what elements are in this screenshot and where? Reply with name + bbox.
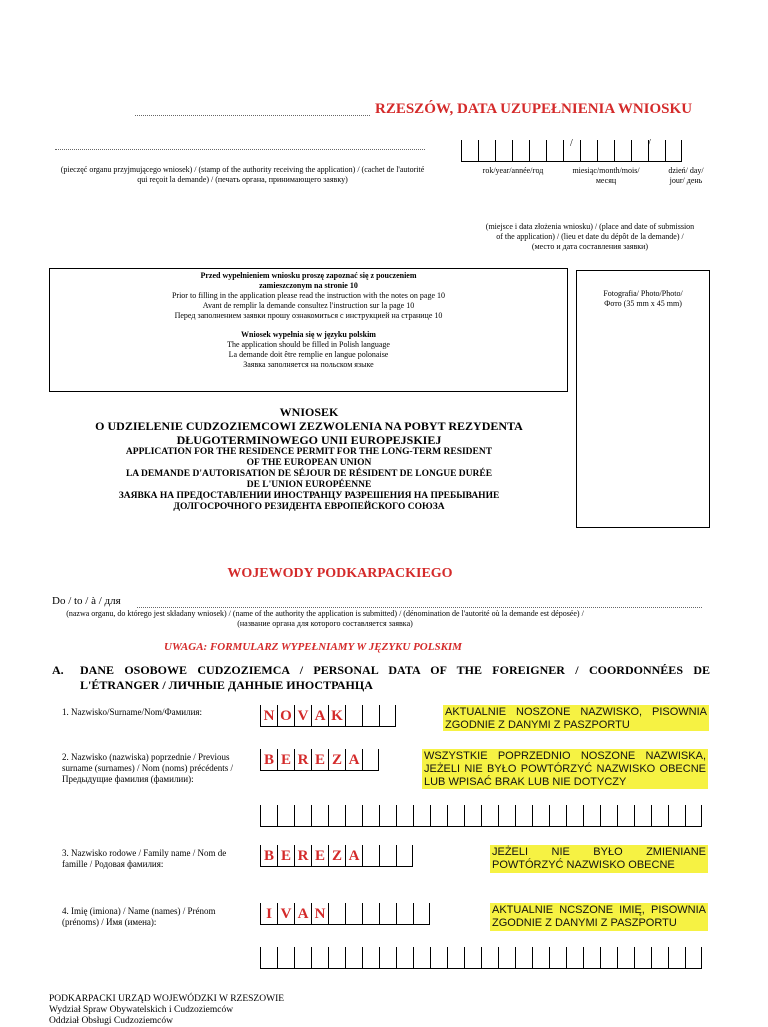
letter-cell[interactable]: R [294, 749, 311, 771]
letter-cell[interactable] [600, 947, 617, 969]
section-a-heading: DANE OSOBOWE CUDZOZIEMCA / PERSONAL DATA OF THE FOREIGNER / COORDONNÉES DE L'ÉTRANGER / ЛИЧНЫЕ ДАННЫЕ ИНОСТРАНЦА [80, 663, 710, 692]
previous-surname-input[interactable] [260, 749, 379, 771]
letter-cell[interactable] [515, 947, 532, 969]
letter-cell[interactable] [277, 947, 294, 969]
letter-cell[interactable] [345, 903, 362, 925]
date-slash-2: / [648, 138, 651, 149]
footer-line-1: PODKARPACKI URZĄD WOJEWÓDZKI W RZESZOWIE [49, 994, 285, 1004]
letter-cell[interactable]: N [260, 705, 277, 727]
letter-cell[interactable] [328, 903, 345, 925]
letter-cell[interactable]: A [294, 903, 311, 925]
polish-warning: UWAGA: FORMULARZ WYPEŁNIAMY W JĘZYKU POLSKIM [164, 641, 462, 653]
letter-cell[interactable] [362, 903, 379, 925]
letter-cell[interactable] [379, 903, 396, 925]
letter-cell[interactable] [311, 805, 328, 827]
notice-line-1: Przed wypełnieniem wniosku proszę zapoznać się z pouczeniem [200, 271, 417, 280]
letter-cell[interactable]: A [345, 845, 362, 867]
letter-cell[interactable] [379, 705, 396, 727]
title-line-2: O UDZIELENIE CUDZOZIEMCOWI ZEZWOLENIA NA POBYT REZYDENTA [95, 419, 523, 433]
letter-cell[interactable] [651, 947, 668, 969]
letter-cell[interactable] [396, 845, 413, 867]
letter-cell[interactable]: B [260, 845, 277, 867]
letter-cell[interactable] [379, 947, 396, 969]
letter-cell[interactable] [413, 805, 430, 827]
letter-cell[interactable] [481, 805, 498, 827]
letter-cell[interactable]: E [311, 749, 328, 771]
notice-line-4: Avant de remplir la demande consultez l'instruction sur la page 10 [202, 301, 415, 310]
letter-cell[interactable] [345, 805, 362, 827]
letter-cell[interactable]: A [311, 705, 328, 727]
notice-line-5: Перед заполнением заявки прошу ознакомиться с инструкцией на странице 10 [174, 311, 443, 320]
letter-cell[interactable] [277, 805, 294, 827]
letter-cell[interactable] [362, 805, 379, 827]
notice-line-3: Prior to filling in the application please read the instruction with the notes on page 10 [171, 291, 446, 300]
first-name-note: AKTUALNIE NCSZONE IMIĘ, PISOWNIA ZGODNIE Z DANYMI Z PASZPORTU [492, 904, 706, 929]
title-line-4: APPLICATION FOR THE RESIDENCE PERMIT FOR THE LONG-TERM RESIDENT [125, 447, 493, 457]
letter-cell[interactable] [362, 749, 379, 771]
title-line-5: OF THE EUROPEAN UNION [246, 458, 372, 468]
date-slash-1: / [570, 138, 573, 149]
letter-cell[interactable]: A [345, 749, 362, 771]
letter-cell[interactable] [566, 947, 583, 969]
stamp-caption: (pieczęć organu przyjmującego wniosek) / (stamp of the authority receiving the application) / (cachet de l'autorité qui reçoit la demande) / (печать органа, принимающего заявку) [60, 165, 425, 184]
to-label: Do / to / à / для [52, 595, 121, 607]
letter-cell[interactable] [549, 805, 566, 827]
letter-cell[interactable] [668, 805, 685, 827]
title-line-7: DE L'UNION EUROPÉENNE [246, 480, 372, 490]
letter-cell[interactable] [345, 705, 362, 727]
letter-cell[interactable] [515, 805, 532, 827]
letter-cell[interactable] [345, 947, 362, 969]
letter-cell[interactable] [617, 947, 634, 969]
letter-cell[interactable] [651, 805, 668, 827]
photo-box [576, 270, 710, 528]
letter-cell[interactable] [328, 947, 345, 969]
notice-line-2: zamieszczonym na stronie 10 [259, 281, 358, 290]
letter-cell[interactable] [447, 947, 464, 969]
footer-line-3: Oddział Obsługi Cudzoziemców [49, 1016, 174, 1026]
letter-cell[interactable] [362, 845, 379, 867]
letter-cell[interactable] [396, 805, 413, 827]
letter-cell[interactable] [294, 805, 311, 827]
first-name-input-2[interactable] [260, 947, 702, 969]
letter-cell[interactable] [413, 903, 430, 925]
letter-cell[interactable]: E [277, 749, 294, 771]
first-name-label: 4. Imię (imiona) / Name (names) / Prénom (prénoms) / Имя (имена): [62, 906, 216, 927]
surname-note: AKTUALNIE NOSZONE NAZWISKO, PISOWNIA ZGODNIE Z DANYMI Z PASZPORTU [445, 706, 707, 731]
letter-cell[interactable]: I [260, 903, 277, 925]
letter-cell[interactable] [396, 903, 413, 925]
notice-line-7: The application should be filled in Polish language [227, 340, 390, 349]
letter-cell[interactable] [600, 805, 617, 827]
letter-cell[interactable] [328, 805, 345, 827]
letter-cell[interactable]: K [328, 705, 345, 727]
letter-cell[interactable] [379, 845, 396, 867]
photo-label: Fotografia/ Photo/Photo/Фото (35 mm x 45 mm) [603, 289, 683, 308]
letter-cell[interactable] [447, 805, 464, 827]
previous-surname-input-2[interactable] [260, 805, 702, 827]
letter-cell[interactable] [260, 805, 277, 827]
letter-cell[interactable]: N [311, 903, 328, 925]
letter-cell[interactable]: B [260, 749, 277, 771]
letter-cell[interactable] [583, 947, 600, 969]
letter-cell[interactable] [498, 805, 515, 827]
letter-cell[interactable] [430, 947, 447, 969]
letter-cell[interactable] [512, 140, 529, 162]
notice-box [49, 268, 568, 392]
letter-cell[interactable] [461, 140, 478, 162]
letter-cell[interactable] [529, 140, 546, 162]
letter-cell[interactable] [634, 947, 651, 969]
day-label: dzień/ day/ jour/ день [668, 166, 704, 185]
letter-cell[interactable] [379, 805, 396, 827]
letter-cell[interactable] [478, 140, 495, 162]
letter-cell[interactable] [532, 805, 549, 827]
letter-cell[interactable] [614, 140, 631, 162]
letter-cell[interactable]: O [277, 705, 294, 727]
letter-cell[interactable]: Z [328, 749, 345, 771]
section-a-letter: A. [52, 663, 64, 677]
letter-cell[interactable]: R [294, 845, 311, 867]
letter-cell[interactable] [413, 947, 430, 969]
previous-surname-note: WSZYSTKIE POPRZEDNIO NOSZONE NAZWISKA, JEŻELI NIE BYŁO POWTÓRZYĆ NAZWISKO OBECNE LUB WPISAĆ BRAK LUB NIE DOTYCZY [424, 750, 706, 788]
letter-cell[interactable] [430, 805, 447, 827]
authority-name: WOJEWODY PODKARPACKIEGO [227, 566, 453, 581]
letter-cell[interactable] [665, 140, 682, 162]
letter-cell[interactable] [495, 140, 512, 162]
notice-line-8: La demande doit être remplie en langue polonaise [228, 350, 389, 359]
family-name-label: 3. Nazwisko rodowe / Family name / Nom de famille / Родовая фамилия: [62, 848, 227, 869]
letter-cell[interactable] [294, 947, 311, 969]
footer-line-2: Wydział Spraw Obywatelskich i Cudzoziemców [49, 1005, 234, 1015]
letter-cell[interactable]: E [311, 845, 328, 867]
letter-cell[interactable] [685, 805, 702, 827]
letter-cell[interactable] [617, 805, 634, 827]
letter-cell[interactable] [546, 140, 563, 162]
letter-cell[interactable] [566, 805, 583, 827]
footer-office [49, 994, 284, 1027]
stamp-dotted-line [55, 148, 425, 150]
surname-input[interactable] [260, 705, 396, 727]
letter-cell[interactable] [260, 947, 277, 969]
family-name-note: JEŻELI NIE BYŁO ZMIENIANE POWTÓRZYĆ NAZWISKO OBECNE [492, 846, 706, 871]
title-line-9: ДОЛГОСРОЧНОГО РЕЗИДЕНТА ЕВРОПЕЙСКОГО СОЮЗА [173, 502, 445, 512]
letter-cell[interactable]: E [277, 845, 294, 867]
letter-cell[interactable] [549, 947, 566, 969]
letter-cell[interactable] [597, 140, 614, 162]
authority-input[interactable] [137, 606, 702, 608]
letter-cell[interactable] [396, 947, 413, 969]
letter-cell[interactable] [532, 947, 549, 969]
letter-cell[interactable] [362, 947, 379, 969]
letter-cell[interactable] [498, 947, 515, 969]
authority-caption: (nazwa organu, do którego jest składany wniosek) / (name of the authority the application is submitted) / (dénomination de l'autorité où la demande est déposée) / (название органа для которого составляется заявка) [66, 609, 584, 628]
place-date-title: RZESZÓW, DATA UZUPEŁNIENIA WNIOSKU [375, 101, 693, 117]
letter-cell[interactable] [464, 947, 481, 969]
family-name-input[interactable] [260, 845, 413, 867]
letter-cell[interactable] [580, 140, 597, 162]
letter-cell[interactable] [583, 805, 600, 827]
month-label: miesiąc/month/mois/ месяц [572, 166, 640, 185]
letter-cell[interactable]: V [277, 903, 294, 925]
surname-label: 1. Nazwisko/Surname/Nom/Фамилия: [62, 707, 203, 717]
previous-surname-label: 2. Nazwisko (nazwiska) poprzednie / Previous surname (surnames) / Nom (noms) précédents / Предыдущие фамилия (фамилии): [62, 752, 233, 784]
letter-cell[interactable] [481, 947, 498, 969]
first-name-input[interactable] [260, 903, 430, 925]
place-dotted-line [135, 114, 370, 116]
title-line-6: LA DEMANDE D'AUTORISATION DE SÉJOUR DE RÉSIDENT DE LONGUE DURÉE [125, 469, 493, 479]
letter-cell[interactable] [685, 947, 702, 969]
letter-cell[interactable] [464, 805, 481, 827]
title-line-3: DŁUGOTERMINOWEGO UNII EUROPEJSKIEJ [176, 433, 442, 447]
letter-cell[interactable] [631, 140, 648, 162]
letter-cell[interactable]: Z [328, 845, 345, 867]
title-line-1: WNIOSEK [279, 405, 339, 419]
letter-cell[interactable] [634, 805, 651, 827]
year-label: rok/year/année/год [482, 166, 544, 175]
letter-cell[interactable]: V [294, 705, 311, 727]
place-caption: (miejsce i data złożenia wniosku) / (place and date of submission of the application) / (lieu et date du dépôt de la demande) / (место и дата составления заявки) [485, 222, 695, 251]
title-line-8: ЗАЯВКА НА ПРЕДОСТАВЛЕНИИ ИНОСТРАНЦУ РАЗРЕШЕНИЯ НА ПРЕБЫВАНИЕ [118, 491, 500, 501]
letter-cell[interactable] [362, 705, 379, 727]
notice-line-9: Заявка заполняется на польском языке [243, 360, 374, 369]
form-title [49, 405, 569, 513]
date-field[interactable] [461, 140, 711, 162]
letter-cell[interactable] [668, 947, 685, 969]
letter-cell[interactable] [311, 947, 328, 969]
notice-line-6: Wniosek wypełnia się w języku polskim [241, 330, 376, 339]
